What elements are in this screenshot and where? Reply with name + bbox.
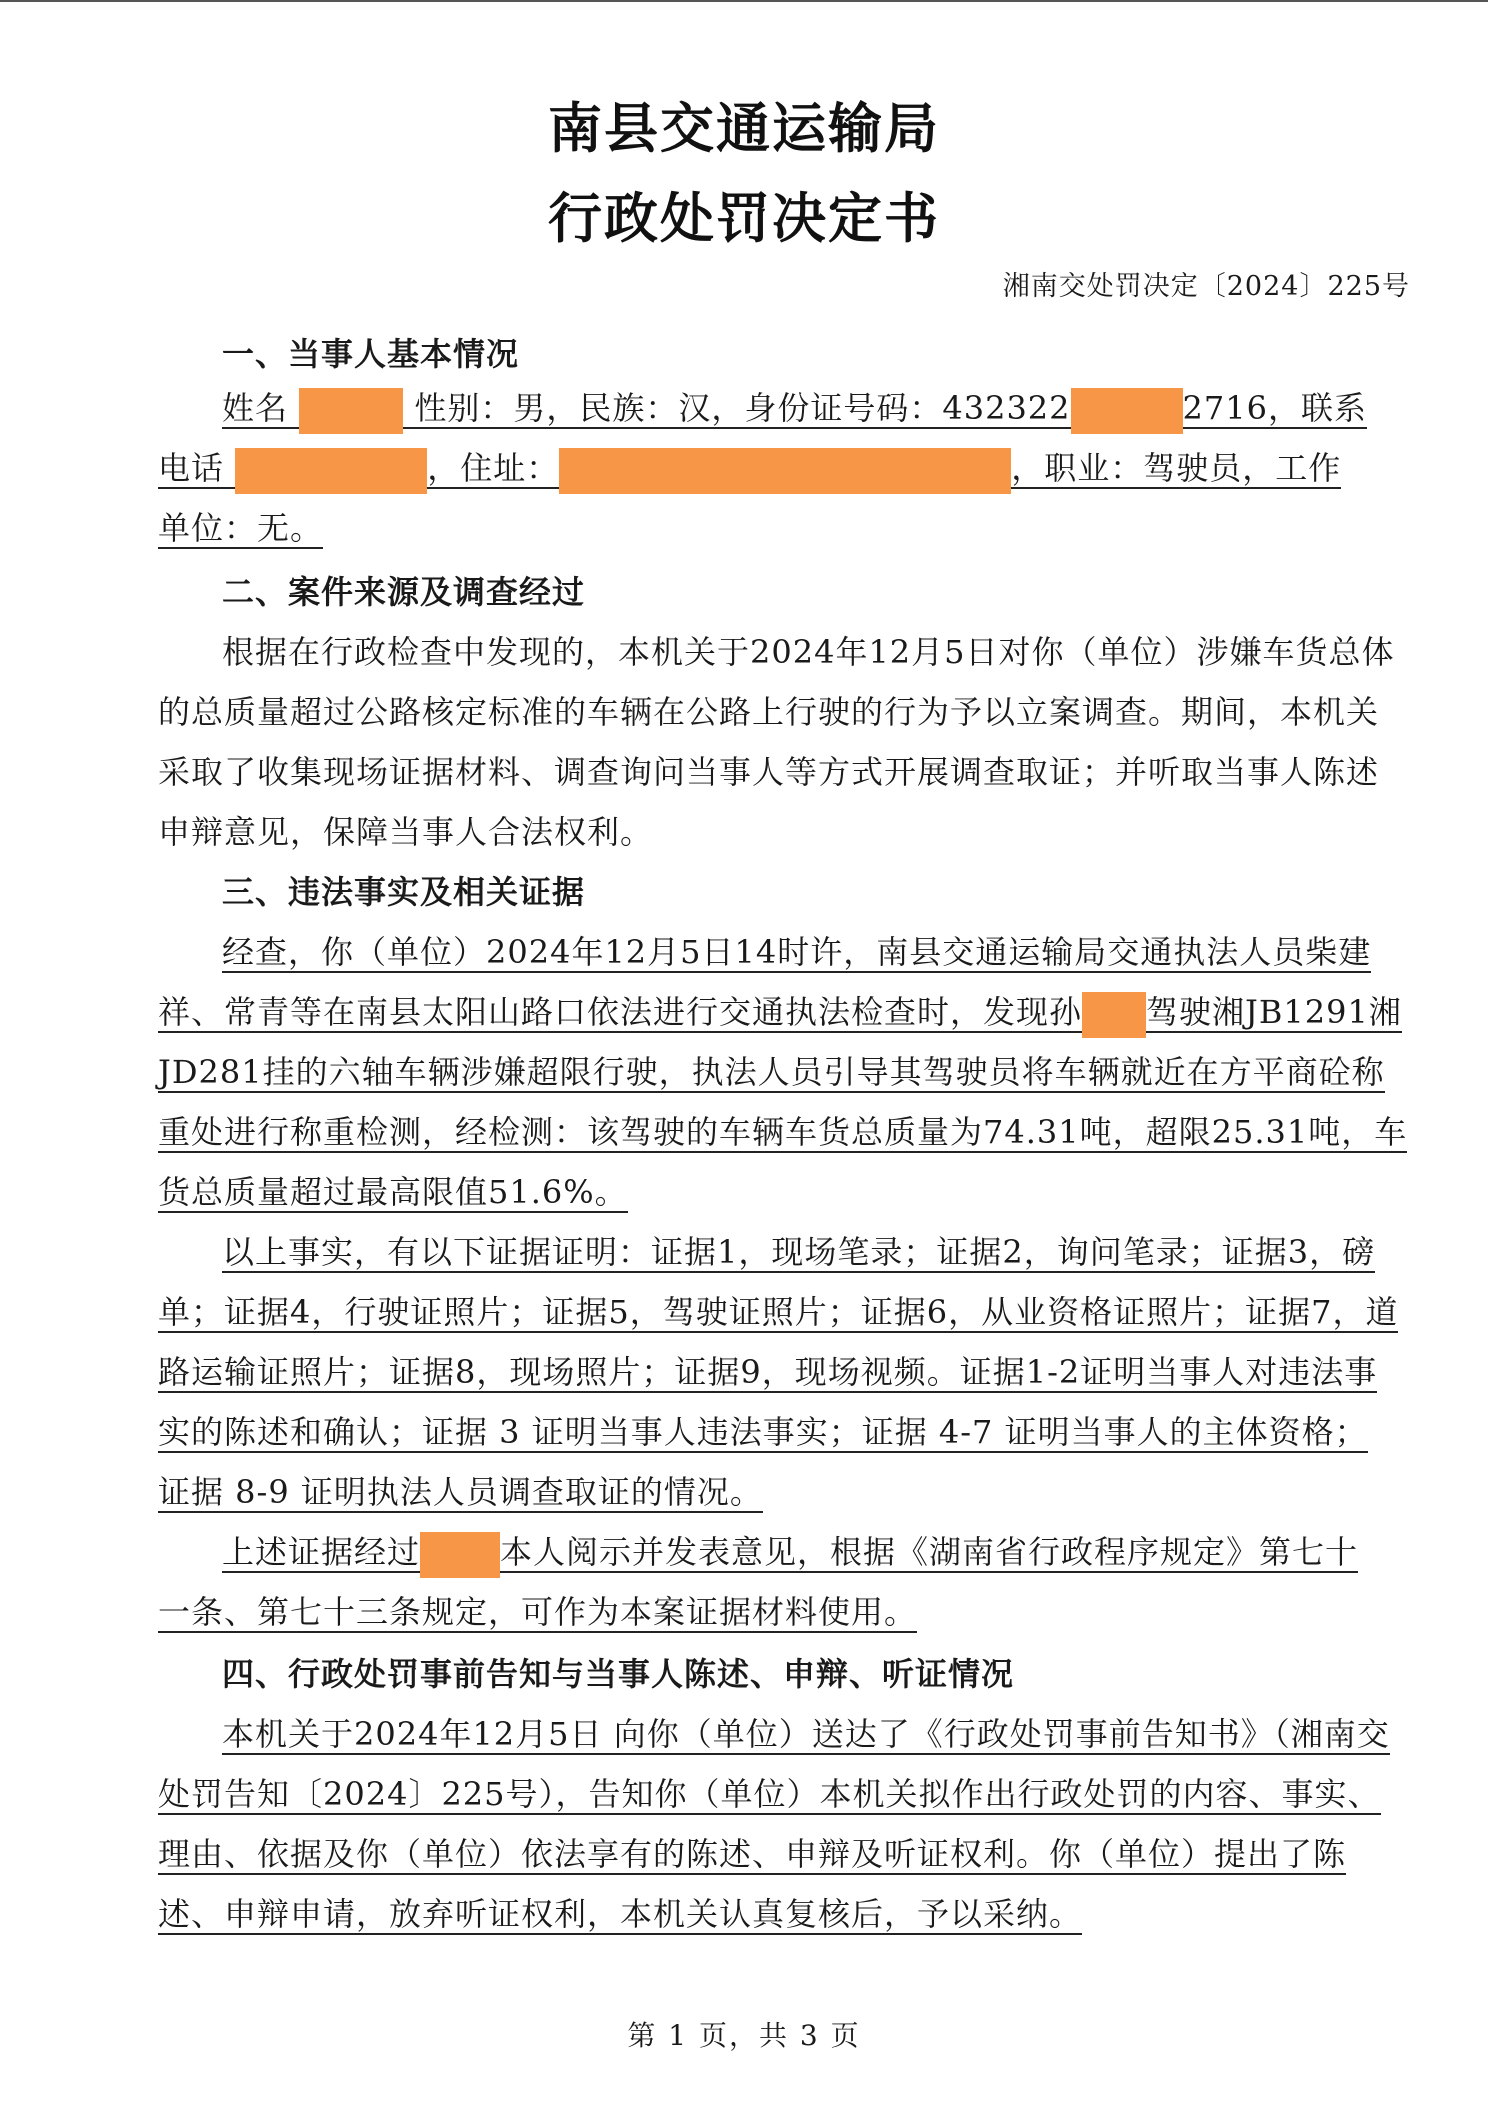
facts-line-5 <box>158 1168 628 1216</box>
evidence-text-1: 以上事实，有以下证据证明：证据1，现场笔录；证据2，询问笔录；证据3，磅 <box>222 1233 1376 1271</box>
redaction-driver-name <box>1082 992 1146 1038</box>
document-title: 行政处罚决定书 <box>548 187 940 250</box>
evidence-review-text-a: 上述证据经过 <box>222 1533 421 1571</box>
section-heading-2: 二、案件来源及调查经过 <box>222 573 586 611</box>
facts-text-2b: 驾驶湘JB1291湘 <box>1146 993 1402 1031</box>
evidence-line-1 <box>222 1228 1375 1276</box>
party-info-text-2: 2716，联系 <box>1182 389 1367 427</box>
case-source-line-1: 根据在行政检查中发现的，本机关于2024年12月5日对你（单位）涉嫌车货总体 <box>222 633 1395 671</box>
phone-label: 电话 <box>158 449 225 487</box>
employer-text: 单位：无。 <box>158 509 324 547</box>
notice-text-1: 本机关于2024年12月5日 向你（单位）送达了《行政处罚事前告知书》（湘南交 <box>222 1715 1390 1753</box>
case-source-line-4: 申辩意见，保障当事人合法权利。 <box>158 813 654 851</box>
section-heading-1: 一、当事人基本情况 <box>222 335 520 373</box>
evidence-review-line-1 <box>222 1528 1358 1578</box>
name-label: 姓名 <box>222 389 289 427</box>
facts-line-4 <box>158 1108 1407 1156</box>
facts-text-4: 重处进行称重检测，经检测：该驾驶的车辆车货总质量为74.31吨，超限25.31吨，车 <box>158 1113 1408 1151</box>
notice-line-1 <box>222 1710 1390 1758</box>
evidence-review-text-b: 本人阅示并发表意见，根据《湖南省行政程序规定》第七十 <box>500 1533 1359 1571</box>
evidence-text-4: 实的陈述和确认；证据 3 证明当事人违法事实；证据 4-7 证明当事人的主体资格； <box>158 1413 1368 1451</box>
notice-text-3: 理由、依据及你（单位）依法享有的陈述、申辩及听证权利。你（单位）提出了陈 <box>158 1835 1347 1873</box>
notice-text-2: 处罚告知〔2024〕225号），告知你（单位）本机关拟作出行政处罚的内容、事实、 <box>158 1775 1381 1813</box>
evidence-text-5: 证据 8-9 证明执法人员调查取证的情况。 <box>158 1473 763 1511</box>
evidence-line-3 <box>158 1348 1377 1396</box>
evidence-line-2 <box>158 1288 1398 1336</box>
notice-line-4 <box>158 1890 1082 1938</box>
section-heading-4: 四、行政处罚事前告知与当事人陈述、申辩、听证情况 <box>222 1655 1015 1693</box>
page-footer: 第 1 页，共 3 页 <box>627 2019 861 2052</box>
facts-line-1 <box>222 928 1371 976</box>
party-line-3 <box>158 504 323 552</box>
redaction-phone <box>235 448 427 494</box>
facts-line-2 <box>158 988 1402 1038</box>
party-info-text: 性别：男，民族：汉，身份证号码：432322 <box>414 389 1071 427</box>
occupation-text: ，职业：驾驶员，工作 <box>1011 449 1342 487</box>
redaction-address <box>559 448 1011 494</box>
facts-text-3: JD281挂的六轴车辆涉嫌超限行驶，执法人员引导其驾驶员将车辆就近在方平商砼称 <box>158 1053 1385 1091</box>
redaction-name <box>299 388 403 434</box>
notice-line-2 <box>158 1770 1381 1818</box>
facts-text-1: 经查，你（单位）2024年12月5日14时许，南县交通运输局交通执法人员柴建 <box>222 933 1372 971</box>
evidence-text-2: 单；证据4，行驶证照片；证据5，驾驶证照片；证据6，从业资格证照片；证据7，道 <box>158 1293 1399 1331</box>
party-line-2 <box>158 444 1341 494</box>
facts-line-3 <box>158 1048 1385 1096</box>
evidence-line-4 <box>158 1408 1368 1456</box>
redaction-party-name <box>420 1532 500 1578</box>
agency-title: 南县交通运输局 <box>548 97 940 160</box>
section-heading-3: 三、违法事实及相关证据 <box>222 873 586 911</box>
evidence-review-line-2 <box>158 1588 917 1636</box>
top-border <box>0 0 1488 2</box>
evidence-text-3: 路运输证照片；证据8，现场照片；证据9，现场视频。证据1-2证明当事人对违法事 <box>158 1353 1378 1391</box>
evidence-line-5 <box>158 1468 763 1516</box>
address-label: ，住址： <box>427 449 560 487</box>
notice-text-4: 述、申辩申请，放弃听证权利，本机关认真复核后，予以采纳。 <box>158 1895 1083 1933</box>
document-number: 湘南交处罚决定〔2024〕225号 <box>1002 271 1410 302</box>
case-source-line-3: 采取了收集现场证据材料、调查询问当事人等方式开展调查取证；并听取当事人陈述 <box>158 753 1380 791</box>
redaction-id <box>1071 388 1183 434</box>
evidence-review-text-2: 一条、第七十三条规定，可作为本案证据材料使用。 <box>158 1593 918 1631</box>
facts-text-5: 货总质量超过最高限值51.6%。 <box>158 1173 628 1211</box>
case-source-line-2: 的总质量超过公路核定标准的车辆在公路上行驶的行为予以立案调查。期间，本机关 <box>158 693 1380 731</box>
facts-text-2a: 祥、常青等在南县太阳山路口依法进行交通执法检查时，发现孙 <box>158 993 1083 1031</box>
notice-line-3 <box>158 1830 1346 1878</box>
party-line-1 <box>222 384 1367 434</box>
